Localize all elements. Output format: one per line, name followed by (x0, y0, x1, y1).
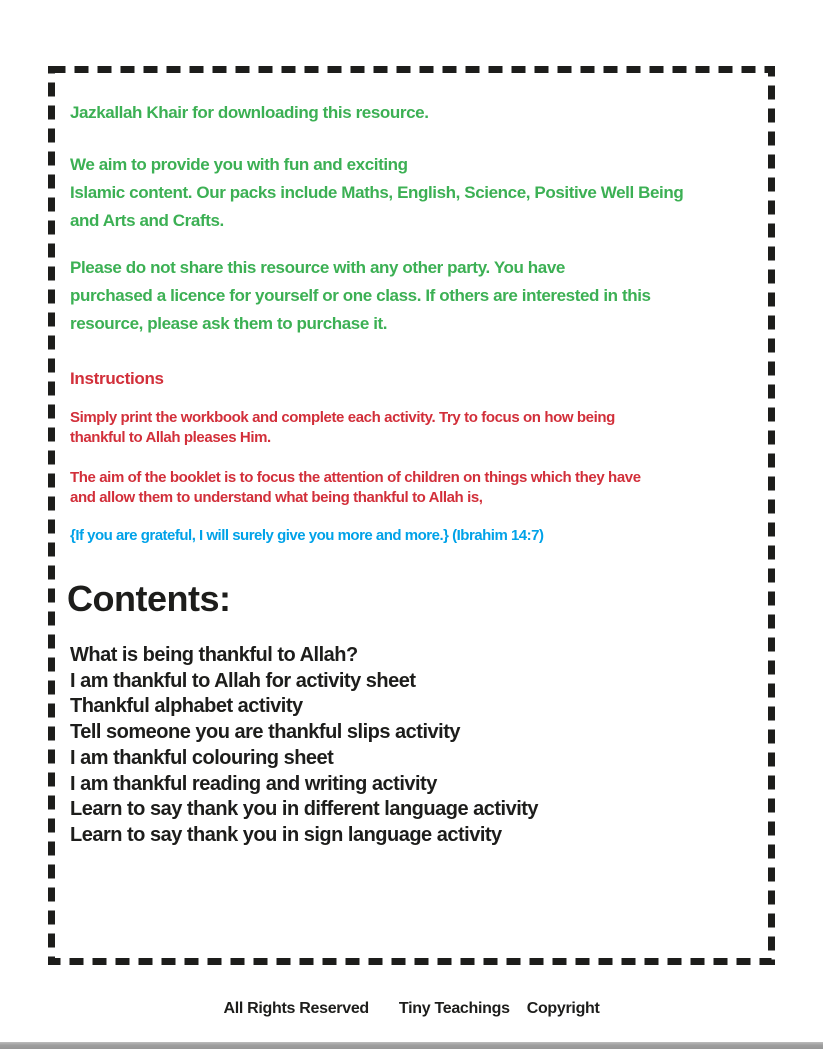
intro-aim-line-1: We aim to provide you with fun and exciting (70, 155, 408, 174)
instructions-p1-line-1: Simply print the workbook and complete each activity. Try to focus on how being (70, 409, 615, 426)
contents-item: I am thankful reading and writing activity (70, 772, 437, 795)
contents-item: I am thankful to Allah for activity sheet (70, 669, 416, 692)
contents-item: Learn to say thank you in different language activity (70, 798, 539, 821)
contents-item: I am thankful colouring sheet (70, 746, 334, 769)
quran-quote: {If you are grateful, I will surely give you more and more.} (Ibrahim 14:7) (70, 527, 544, 544)
footer (0, 1000, 823, 1018)
intro-licence-line-1: Please do not share this resource with any other party. You have (70, 258, 565, 277)
contents-list (70, 643, 538, 849)
horizontal-scrollbar[interactable] (0, 1042, 823, 1049)
contents-item: What is being thankful to Allah? (70, 644, 358, 666)
contents-item: Learn to say thank you in sign language activity (70, 823, 502, 846)
instructions-p2-line-2: and allow them to understand what being thankful to Allah is, (70, 489, 483, 506)
instructions-heading: Instructions (70, 369, 164, 388)
intro-aim-line-2: Islamic content. Our packs include Maths, English, Science, Positive Well Being (70, 183, 684, 202)
contents-heading: Contents: (67, 578, 231, 619)
footer-copyright: Copyright (526, 1000, 600, 1017)
intro-aim-line-3: and Arts and Crafts. (70, 211, 224, 230)
intro-thanks-line: Jazkallah Khair for downloading this resource. (70, 103, 429, 122)
instructions-p2-line-1: The aim of the booklet is to focus the attention of children on things which they have (70, 469, 641, 486)
intro-licence-line-3: resource, please ask them to purchase it. (70, 314, 388, 333)
instructions-p1-line-2: thankful to Allah pleases Him. (70, 429, 271, 446)
contents-item: Thankful alphabet activity (70, 695, 303, 718)
footer-rights: All Rights Reserved (223, 1000, 369, 1017)
intro-licence-line-2: purchased a licence for yourself or one class. If others are interested in this (70, 286, 651, 305)
contents-item: Tell someone you are thankful slips activity (70, 721, 460, 744)
footer-brand: Tiny Teachings (398, 1000, 510, 1017)
